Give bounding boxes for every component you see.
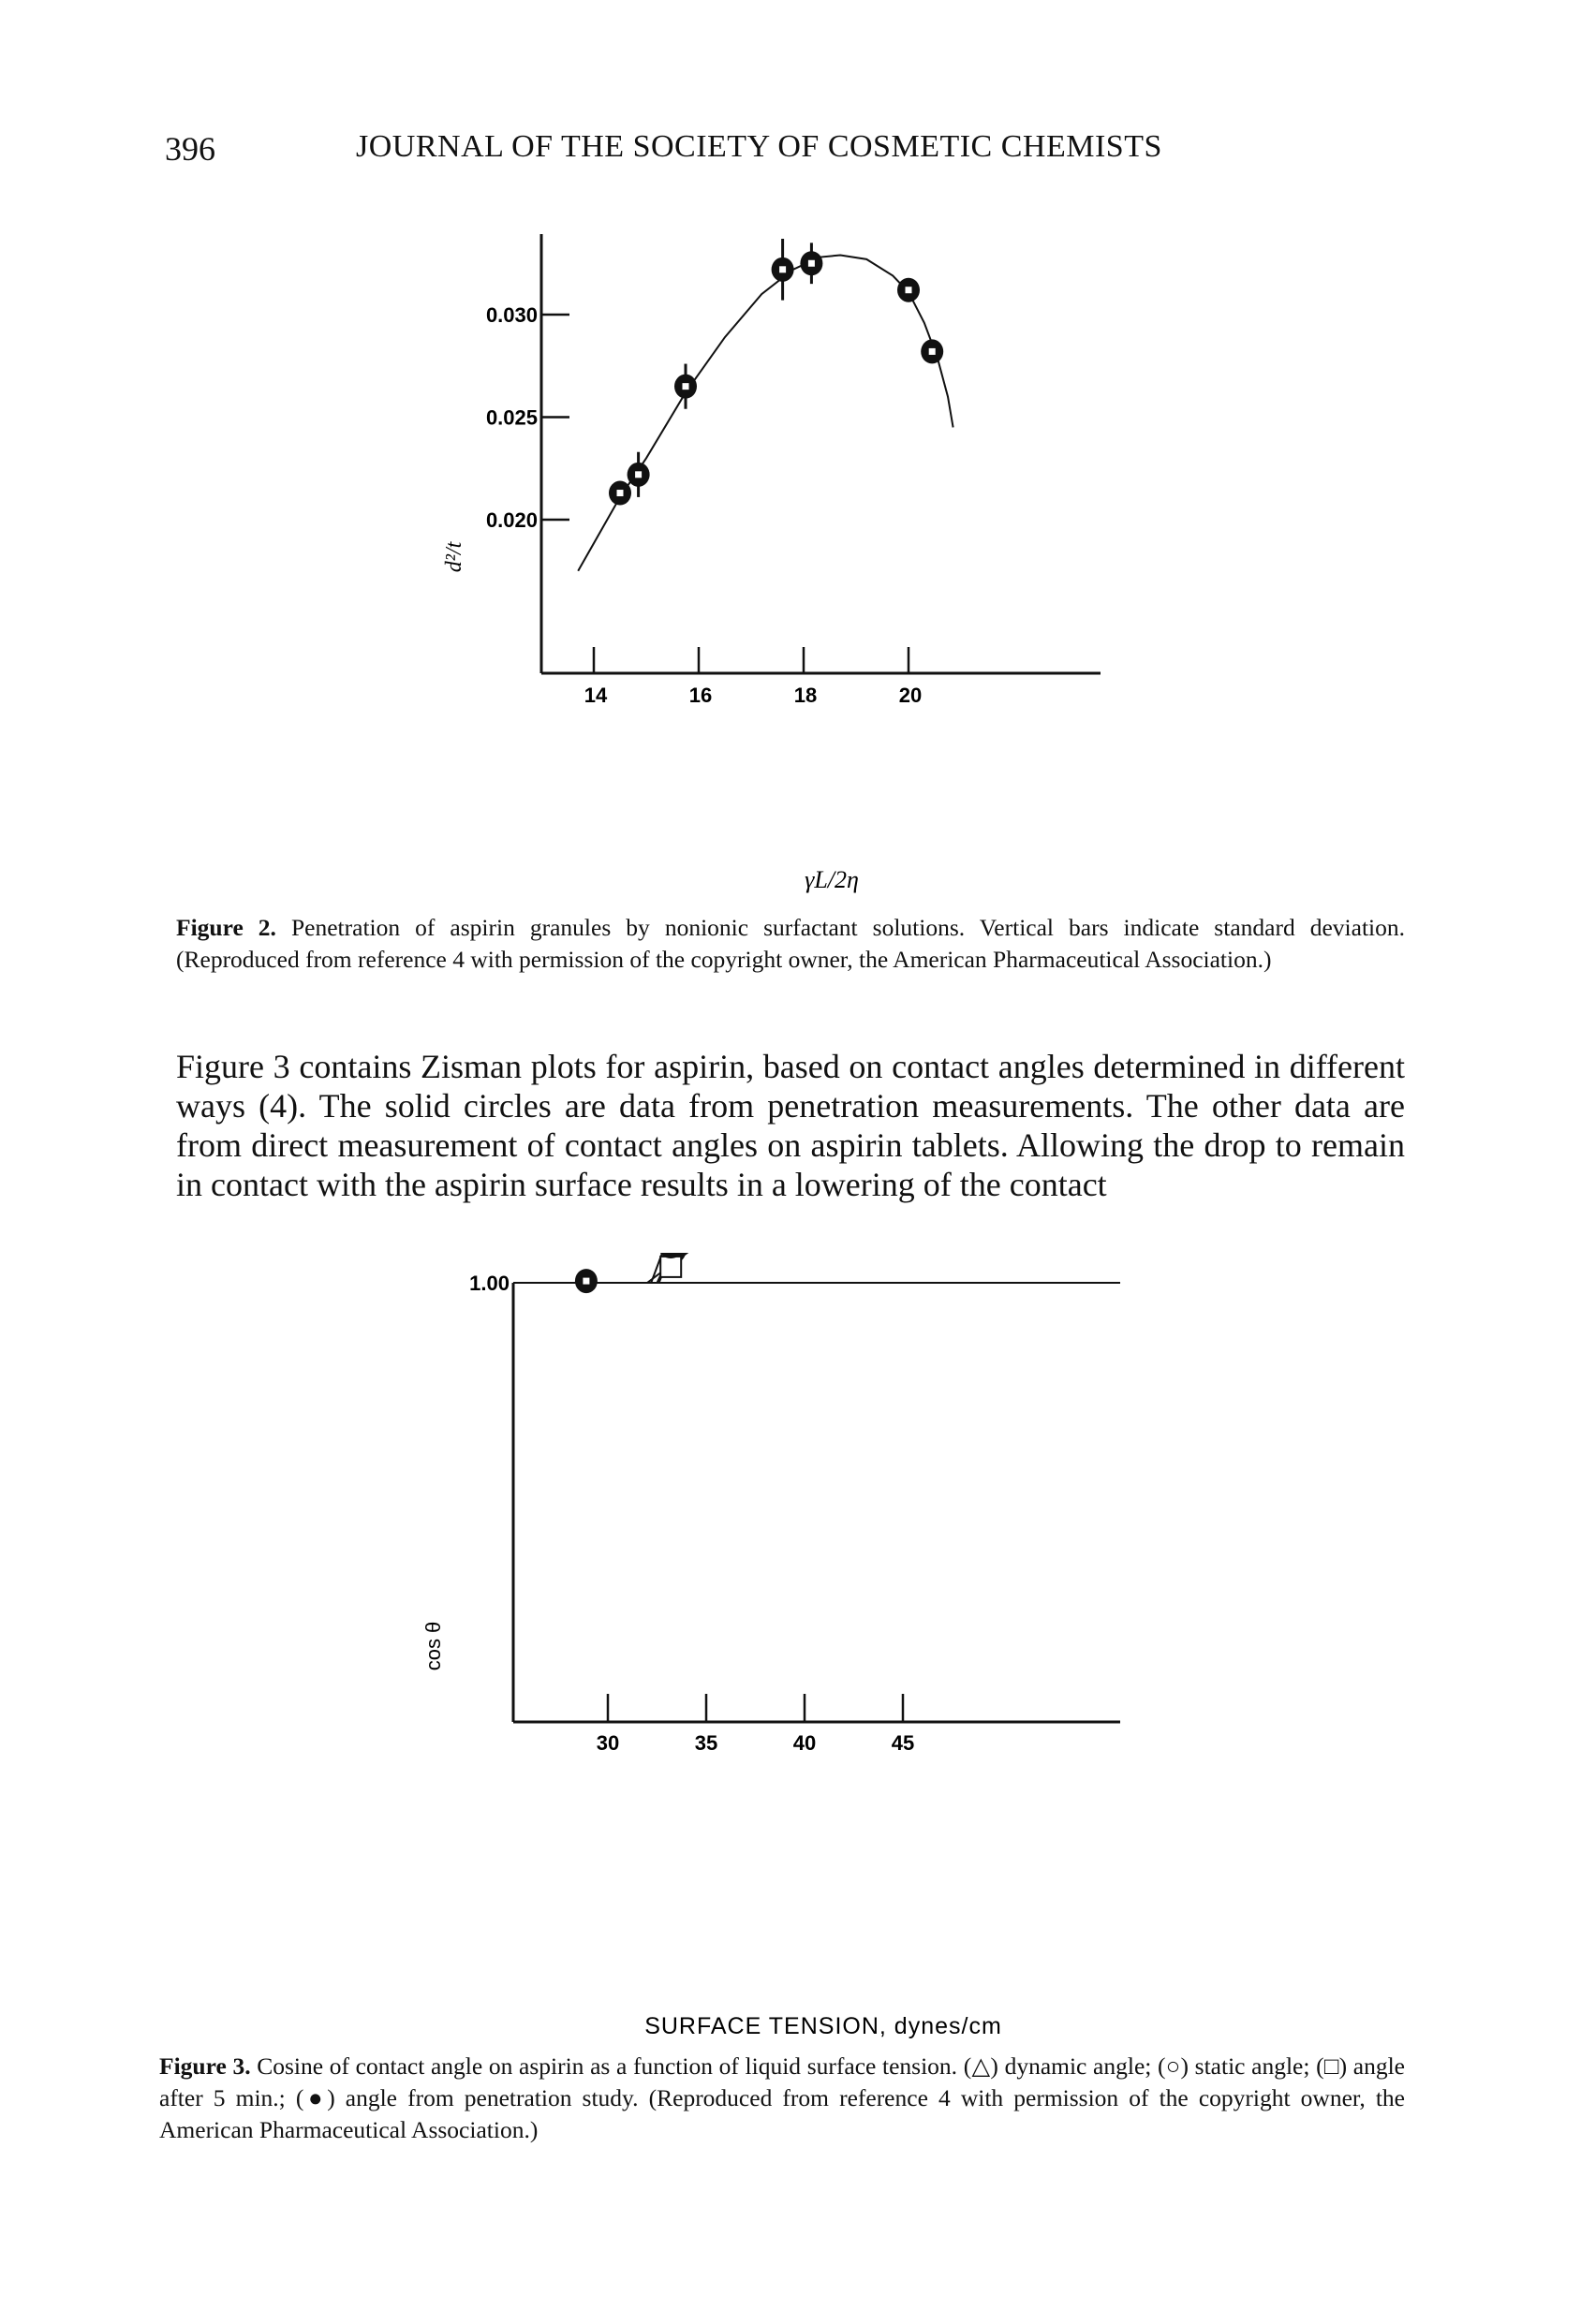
x-axis-label: γL/2η [805, 866, 859, 893]
ring-marker-center [779, 266, 786, 272]
y-tick-label: 1.00 [469, 1272, 510, 1295]
figure-3-caption-text: Cosine of contact angle on aspirin as a function of liquid surface tension. (△) dynamic angle; (○) static angle; (□) angle after 5 min.; (●) angle from penetration study. (Reproduced from reference 4 with permission of the copyright owner, the American Pharmaceutical Association.) [159, 2052, 1405, 2143]
y-axis-label: cos θ [421, 1621, 445, 1671]
y-tick-label: 0.020 [485, 508, 538, 532]
figure-2-caption [176, 912, 1405, 976]
figure-2-caption-text: Penetration of aspirin granules by nonionic surfactant solutions. Vertical bars indicate standard deviation. (Reproduced from reference 4 with permission of the copyright owner, the American Pharmaceutical Association.) [176, 914, 1405, 973]
figure-2-chart [0, 215, 1581, 904]
figure-2-plot-area [442, 234, 1101, 893]
y-tick-label: 0.030 [485, 303, 538, 327]
x-tick-label: 35 [694, 1731, 718, 1755]
body-paragraph: Figure 3 contains Zisman plots for aspirin, based on contact angles determined in different ways (4). The solid circles are data from penetration measurements. The other data are from direct measurement of contact angles on aspirin tablets. Allowing the drop to remain in contact with the aspirin surface results in a lowering of the contact [176, 1048, 1405, 1203]
x-axis-label: SURFACE TENSION, dynes/cm [644, 2013, 1002, 2039]
series-fit-line [647, 1253, 913, 1283]
series-fit-line [658, 1253, 854, 1283]
x-tick-label: 18 [793, 684, 818, 707]
figure-3-caption [159, 2051, 1405, 2146]
x-tick-label: 20 [898, 684, 923, 707]
x-tick-label: 16 [688, 684, 713, 707]
fit-curve [578, 255, 953, 570]
figure-3-plot-area [421, 1253, 1120, 2039]
figure-3-label: Figure 3. [159, 2052, 251, 2080]
square-marker [660, 1257, 681, 1277]
x-tick-label: 40 [792, 1731, 817, 1755]
figure-2-label: Figure 2. [176, 914, 276, 941]
ring-marker-center [683, 383, 689, 390]
ring-marker-center [906, 287, 912, 293]
ring-marker-center [808, 260, 815, 267]
page-number: 396 [165, 130, 215, 168]
ring-marker-center [929, 348, 936, 355]
x-tick-label: 14 [584, 684, 608, 707]
ring-marker-center [635, 471, 642, 478]
figure-3-chart [0, 1253, 1581, 2047]
x-tick-label: 45 [891, 1731, 915, 1755]
running-header: JOURNAL OF THE SOCIETY OF COSMETIC CHEMISTS [356, 129, 1162, 164]
ring-marker-center [583, 1278, 589, 1285]
y-tick-label: 0.025 [485, 405, 538, 430]
ring-marker-center [617, 490, 624, 496]
x-tick-label: 30 [596, 1731, 620, 1755]
y-axis-label: d²/t [442, 541, 466, 573]
